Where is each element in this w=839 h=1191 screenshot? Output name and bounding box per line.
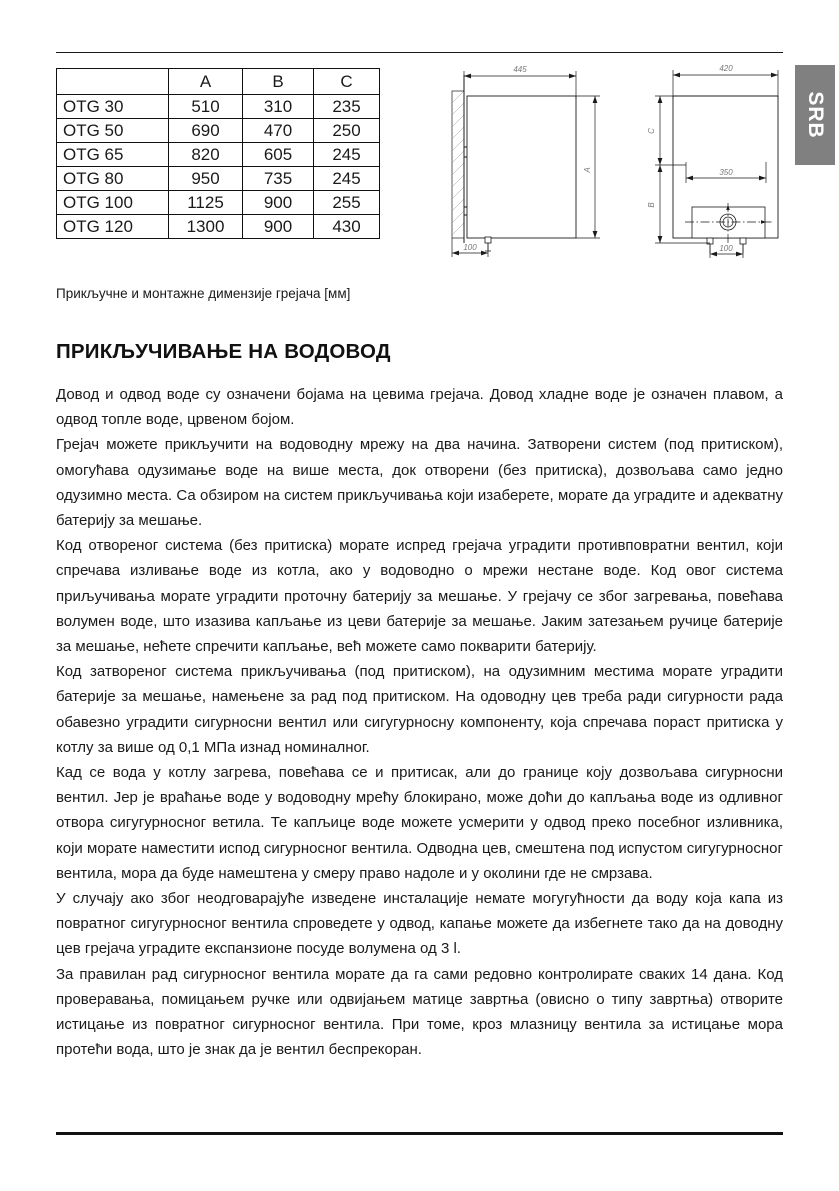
footer-rule	[56, 1132, 783, 1135]
paragraph-4: Код затвореног система прикључивања (под притиском), на одузимним местима морате уградити батерије за мешање, намењене за рад под притиском. На одоводну цев треба ради сигурности рада обавезно уградити сигурносни вентил или сигугурносну компоненту, која спречава пораст притиска у котлу за више од 0,1 МПа изнад номиналног.	[56, 663, 783, 756]
dimension-inner-label: 350	[719, 168, 733, 177]
table-row	[57, 215, 380, 239]
section-heading: ПРИКЉУЧИВАЊЕ НА ВОДОВОД	[56, 339, 391, 363]
dimensions-table	[56, 68, 380, 239]
header-rule	[56, 52, 783, 53]
cell-a: 1300	[169, 215, 243, 239]
paragraph-7: За правилан рад сигурносног вентила морате да га сами редовно контролирате сваких 14 дана. Код проверавања, помицањем ручке или одвијањем матице завртња (овисно о типу завртња) отворите истицање из повратног сигурносног вентила. При томе, кроз млазницу вентила за истицање мора протећи вода, што је знак да је вентил беспрекоран.	[56, 965, 783, 1059]
cell-c: 235	[314, 95, 380, 119]
paragraph-1: Довод и одвод воде су означени бојама на цевима грејача. Довод хладне воде је означен плавом, а одвод топле воде, црвеном бојом.	[56, 386, 783, 429]
cell-b: 310	[243, 95, 314, 119]
cell-c: 245	[314, 143, 380, 167]
paragraph-5: Кад се вода у котлу загрева, повећава се и притисак, али до границе коју дозвољава сигурносни вентил. Јер је враћање воде у водоводну мрећу блокирано, може доћи до капљања воде из одливног отвора сигугурносног ветила. Те капљице воде можете усмерити у одвод преко посебног изливника, који морате наместити испод сигурносног вентила. Одводна цев, смештена под испустом сигугурносног вентила, мора да буде намештена у смеру право надоле и у околини где не смрзава.	[56, 764, 783, 882]
cell-c: 430	[314, 215, 380, 239]
language-tab-label: SRB	[804, 91, 827, 139]
dimension-width	[673, 70, 778, 99]
cell-b: 900	[243, 191, 314, 215]
cell-model: OTG 30	[57, 95, 169, 119]
drawing-side-view	[440, 55, 630, 260]
paragraph-3: Код отвореног система (без притиска) морате испред грејача уградити противповратни вентил, који спречава изливање воде из котла, ако у водоводно о мрежи нестане воде. Код овог система приључивања морате уградити проточну батерију за мешање. У грејачу се због загревања, повећава волумен воде, што изазива капљање из цеви батерије за мешање. Јаким затезањем ручице батерије за мешање, нећете спречити капљање, већ можете само покварити батерију.	[56, 537, 783, 656]
table-row	[57, 191, 380, 215]
cell-model: OTG 80	[57, 167, 169, 191]
cell-c: 245	[314, 167, 380, 191]
cell-c: 255	[314, 191, 380, 215]
cell-model: OTG 100	[57, 191, 169, 215]
body-content	[56, 382, 783, 1062]
table-row	[57, 95, 380, 119]
cell-a: 690	[169, 119, 243, 143]
cell-a: 510	[169, 95, 243, 119]
dimension-height	[576, 96, 600, 238]
drawing-front-view	[630, 55, 810, 260]
dimension-c-label: C	[647, 128, 656, 134]
cell-b: 605	[243, 143, 314, 167]
cell-model: OTG 120	[57, 215, 169, 239]
dimension-b-label: B	[647, 202, 656, 208]
service-panel	[685, 203, 772, 243]
dimension-width	[464, 71, 576, 99]
dimension-bottom-label: 100	[463, 243, 477, 252]
cell-model: OTG 50	[57, 119, 169, 143]
cell-model: OTG 65	[57, 143, 169, 167]
wall-hatch	[452, 91, 464, 238]
dimension-width-label: 445	[513, 65, 527, 74]
cell-a: 820	[169, 143, 243, 167]
figure-caption: Прикључне и монтажне димензије грејача [мм]	[56, 286, 351, 301]
table-row	[57, 143, 380, 167]
table-header-b: B	[243, 69, 314, 95]
cell-a: 1125	[169, 191, 243, 215]
paragraph-2: Грејач можете прикључити на водоводну мрежу на два начина. Затворени систем (под притиском), омогућава одузимање воде на више места, док отворени (без притиска), дозвољава само једно одузимно места. Са обзиром на систем прикључивања који изаберете, морате да уградите и адекватну батерију за мешање.	[56, 436, 783, 530]
cell-b: 900	[243, 215, 314, 239]
cell-c: 250	[314, 119, 380, 143]
table-header-model	[57, 69, 169, 95]
table-row	[57, 119, 380, 143]
table-header-a: A	[169, 69, 243, 95]
paragraph-6: У случају ако због неодговарајуће изведене инсталације немате могугућности да воду која капа из повратног сигугурносног вентила спроведете у одвод, капање можете да избегнете тако да на доводну цев грејача уградите експанзионе посуде волумена од 3 l.	[56, 890, 783, 958]
table-header-row	[57, 69, 380, 95]
dimension-width-label: 420	[719, 64, 733, 73]
table-header-c: C	[314, 69, 380, 95]
cell-b: 470	[243, 119, 314, 143]
cell-a: 950	[169, 167, 243, 191]
dimension-height-label: A	[583, 167, 592, 173]
dimension-bottom-label: 100	[719, 244, 733, 253]
cell-b: 735	[243, 167, 314, 191]
table-row	[57, 167, 380, 191]
